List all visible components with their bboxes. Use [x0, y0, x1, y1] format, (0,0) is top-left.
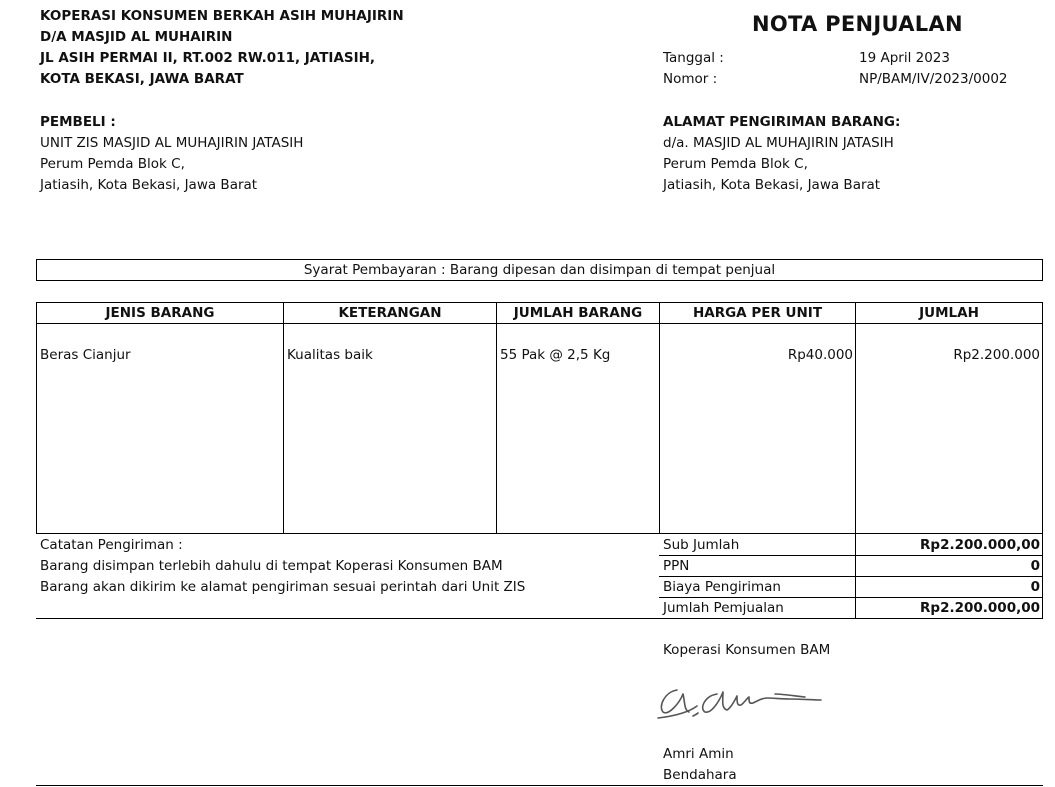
signer-name: Amri Amin	[663, 746, 734, 762]
column-header: KETERANGAN	[338, 305, 442, 321]
signer-role: Bendahara	[663, 767, 737, 783]
footer-bottom-rule	[36, 785, 1043, 786]
seller-address-line: KOTA BEKASI, JAWA BARAT	[40, 71, 244, 87]
item-name: Beras Cianjur	[40, 347, 131, 363]
table-header-divider	[37, 323, 1042, 324]
footer-top-rule	[36, 618, 1043, 619]
column-header: JUMLAH	[919, 305, 979, 321]
buyer-address-line: Perum Pemda Blok C,	[40, 156, 185, 172]
shipping-heading: ALAMAT PENGIRIMAN BARANG:	[663, 114, 901, 130]
subtotal-value: Rp2.200.000,00	[920, 537, 1040, 553]
column-divider	[659, 303, 660, 533]
seller-address-line: JL ASIH PERMAI II, RT.002 RW.011, JATIASIH,	[40, 50, 376, 66]
seller-address-line: D/A MASJID AL MUHAIRIN	[40, 29, 233, 45]
notes-heading: Catatan Pengiriman :	[40, 537, 183, 553]
item-unit-price: Rp40.000	[787, 347, 853, 363]
buyer-heading: PEMBELI :	[40, 114, 116, 130]
shipping-name: d/a. MASJID AL MUHAJIRIN JATASIH	[663, 135, 894, 151]
column-divider	[496, 303, 497, 533]
total-label: Jumlah Pemjualan	[663, 600, 784, 616]
subtotal-label: Sub Jumlah	[663, 537, 740, 553]
notes-line: Barang akan dikirim ke alamat pengiriman sesuai perintah dari Unit ZIS	[40, 579, 526, 595]
column-header: JENIS BARANG	[105, 305, 215, 321]
payment-terms: Syarat Pembayaran : Barang dipesan dan disimpan di tempat penjual	[36, 259, 1043, 281]
item-description: Kualitas baik	[287, 347, 373, 363]
document-title: NOTA PENJUALAN	[752, 12, 963, 36]
handwritten-signature	[655, 672, 830, 724]
notes-line: Barang disimpan terlebih dahulu di tempat Koperasi Konsumen BAM	[40, 558, 503, 574]
summary-column-divider	[1042, 534, 1043, 618]
ppn-label: PPN	[663, 558, 690, 574]
column-header: JUMLAH BARANG	[513, 305, 643, 321]
shipping-address-line: Jatiasih, Kota Bekasi, Jawa Barat	[663, 177, 881, 193]
seller-name: KOPERASI KONSUMEN BERKAH ASIH MUHAJIRIN	[40, 8, 404, 24]
item-quantity: 55 Pak @ 2,5 Kg	[500, 347, 611, 363]
items-table	[36, 302, 1043, 534]
date-value: 19 April 2023	[859, 50, 950, 66]
item-total: Rp2.200.000	[953, 347, 1040, 363]
buyer-address-line: Jatiasih, Kota Bekasi, Jawa Barat	[40, 177, 258, 193]
column-header: HARGA PER UNIT	[692, 305, 823, 321]
shipping-cost-label: Biaya Pengiriman	[663, 579, 781, 595]
shipping-address-line: Perum Pemda Blok C,	[663, 156, 808, 172]
date-label: Tanggal :	[663, 50, 724, 66]
shipping-cost-value: 0	[1030, 579, 1040, 595]
signer-organization: Koperasi Konsumen BAM	[663, 642, 831, 658]
total-value: Rp2.200.000,00	[920, 600, 1040, 616]
summary-column-divider	[855, 534, 856, 618]
column-divider	[283, 303, 284, 533]
number-value: NP/BAM/IV/2023/0002	[859, 71, 1008, 87]
column-divider	[855, 303, 856, 533]
buyer-name: UNIT ZIS MASJID AL MUHAJIRIN JATASIH	[40, 135, 304, 151]
number-label: Nomor :	[663, 71, 718, 87]
ppn-value: 0	[1030, 558, 1040, 574]
